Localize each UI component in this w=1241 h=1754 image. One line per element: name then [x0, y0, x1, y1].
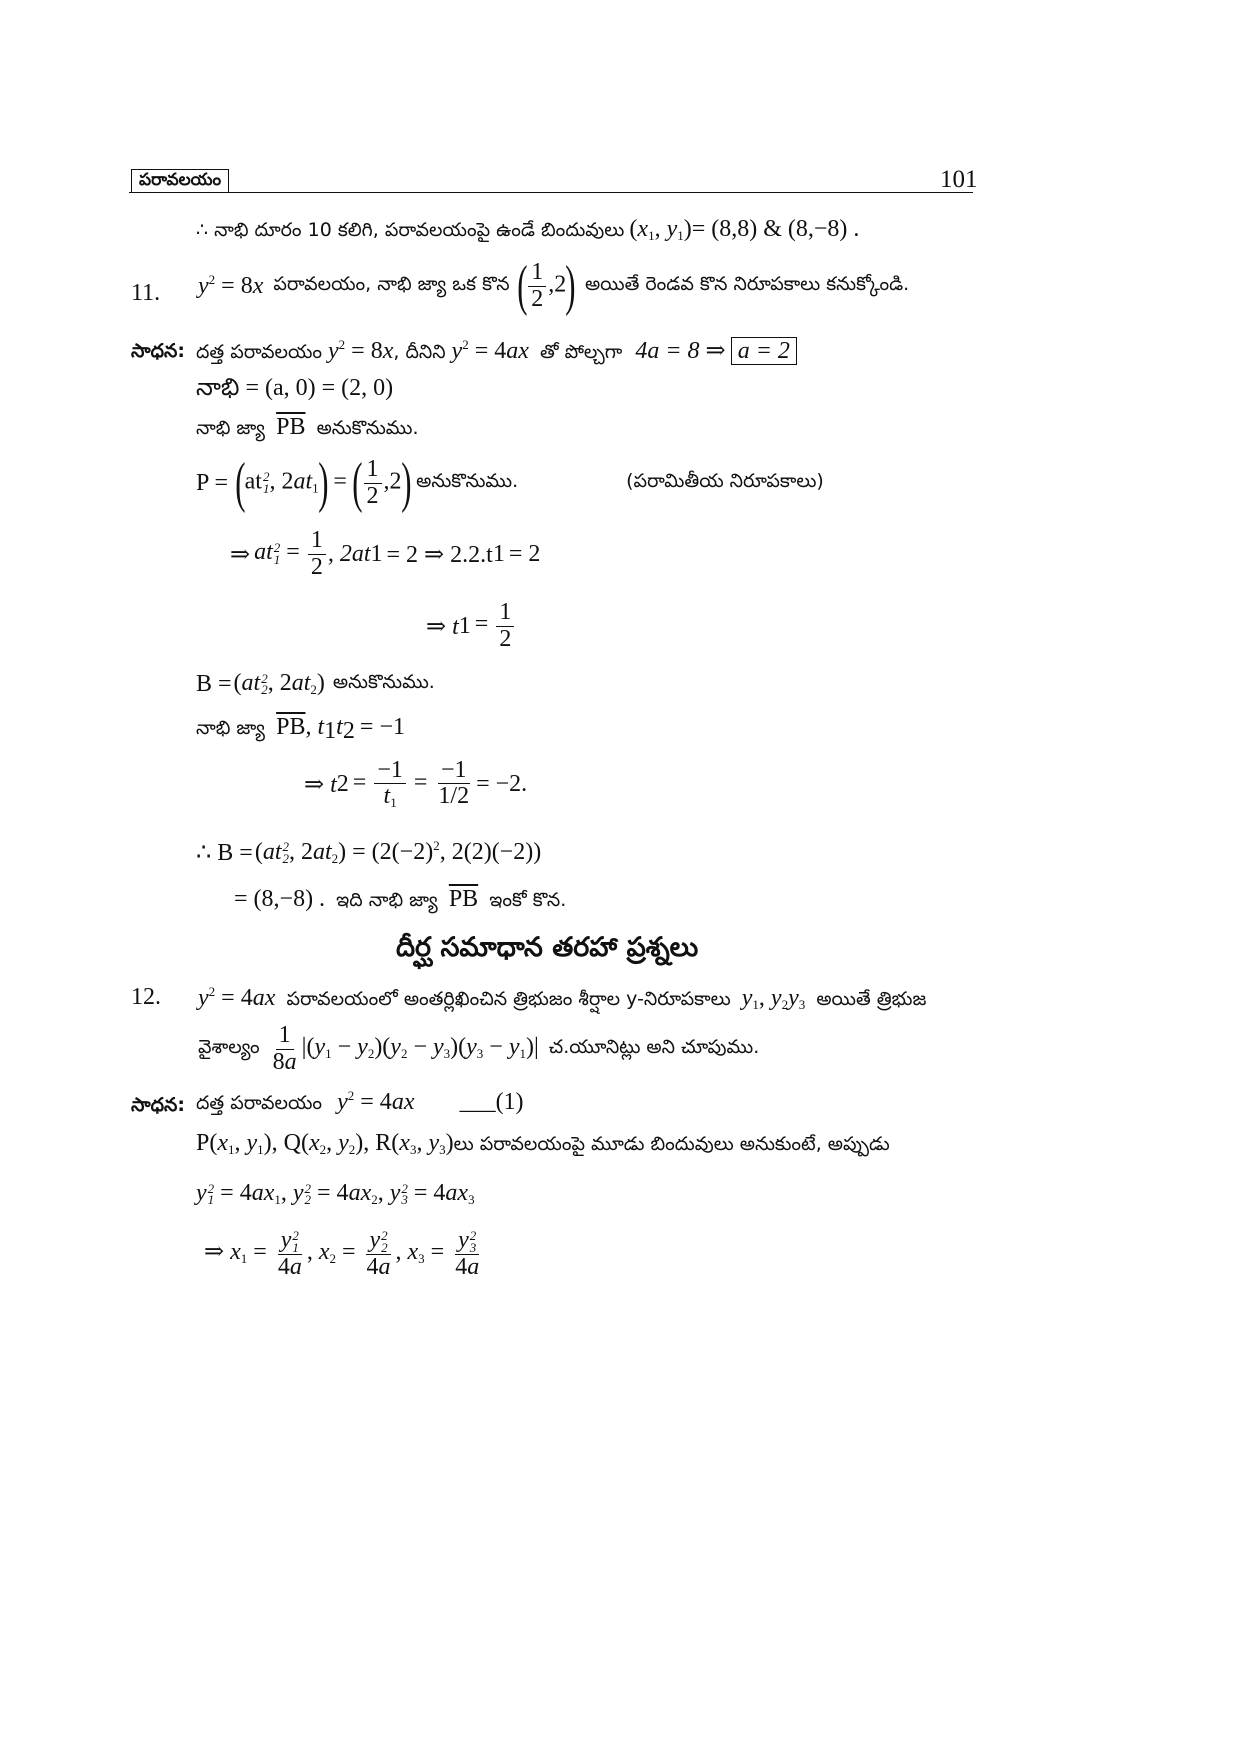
q12-text-c: వైశాల్యం	[198, 1035, 260, 1058]
q11-point: ( $\frac{1}{2}$ ,2)	[516, 255, 576, 317]
q12-text-a: పరావలయంలో అంతర్లిఖించిన త్రిభుజం శీర్షాల y-నిరూపకాలు	[286, 988, 731, 1010]
sol11-l4-b: అనుకొనుము.	[416, 469, 519, 492]
q12-vars: $y_1$, $y_2y_3$	[741, 985, 806, 1012]
intro-line	[196, 216, 859, 246]
sol11-l6: ⇒ t	[426, 613, 459, 640]
sol11-b-expr: (at 2 2 , $2at_2$)	[233, 670, 325, 698]
q12-eq: $y^2 = 4ax$	[198, 984, 276, 1011]
q11-line	[198, 256, 909, 316]
sol11-l9-eq: = $\frac{-1}{t_1}$ = $\frac{-1}{1/2}$	[352, 757, 470, 811]
sol11-l5-sub1: 1	[370, 540, 383, 567]
sol11-l4-a: P =	[196, 469, 228, 496]
sol12-eq: $y^2 = 4ax$	[337, 1088, 415, 1115]
header-rule	[129, 192, 973, 193]
sol11-l7-a: B =	[196, 670, 232, 697]
sol11-l5-a: ⇒	[230, 541, 251, 568]
q11-text-b: అయితే రెండవ కొన నిరూపకాలు కనుక్కోండి.	[584, 272, 910, 295]
q12-line1	[198, 984, 926, 1015]
sol11-l5-d: = 2	[508, 540, 541, 567]
sol12-eqs: y 2 1 = $4ax_1$, y 2 2 = $4ax_2$, y 2 3 = $4ax_3$	[196, 1180, 475, 1208]
sol11-l10-expr: (at 2 2 , $2at_2) = (2(-2)^2$, 2(2)(−2))	[254, 837, 542, 866]
sol11-line10	[196, 830, 541, 874]
sol11-line11	[234, 886, 566, 916]
sol11-l6-sub: 1	[458, 612, 471, 639]
sol11-focus: నాభి = (a, 0) = (2, 0)	[196, 375, 394, 401]
q11-eq: $y^2 = 8x$	[198, 272, 264, 299]
sol11-l3-a: నాభి జ్యా	[196, 417, 266, 439]
sol11-l11-b: ఇది నాభి జ్యా	[336, 889, 438, 911]
sol11-l5-eq: at 2 1 = $\frac{1}{2}$	[254, 528, 328, 579]
q12-number: 12.	[131, 984, 161, 1010]
sol11-l5-sub2: 1	[492, 540, 505, 567]
intro-point-var: ($x_1$, $y_1$)	[629, 216, 692, 243]
sol11-line5	[230, 524, 540, 584]
intro-points: = (8,8) & (8,−8) .	[691, 216, 860, 242]
sol11-chord-pb: $\overline{PB}$	[276, 414, 306, 440]
sol11-l7-b: అనుకొనుము.	[332, 670, 435, 693]
sol11-l1-c: తో పోల్చగా	[540, 341, 623, 363]
q11-number: 11.	[131, 280, 161, 306]
sol11-l8-c: = −1	[359, 714, 405, 740]
sol11-l8-pb: $\overline{PB}$	[276, 714, 306, 740]
sol11-l9-a: ⇒ t	[304, 771, 337, 798]
sol11-parabola: $y^2 = 8x$	[328, 337, 394, 364]
sol11-line3	[196, 414, 419, 444]
sol11-line8	[196, 714, 405, 745]
q11-text-a: పరావలయం, నాభి జ్యా ఒక కొన	[273, 272, 510, 295]
q12-area-expr: $\frac{1}{8a}$ $|(y_1 - y_2)(y_2 - y_3)(y_3 - y_1)|$	[272, 1022, 539, 1075]
q11-eq-value: = 8	[221, 273, 253, 299]
sol11-l8-b: , t	[305, 714, 325, 740]
sol11-line1	[196, 336, 797, 368]
sol12-line1	[196, 1088, 524, 1119]
sol11-l5-b: , 2at	[327, 540, 371, 567]
sol12-xs: ⇒ $x_1$ = y 2 1 4a , $x_2$ = y 2 2 4a , $x_3$ = y 2 3 4a	[204, 1227, 480, 1280]
sol11-line9	[304, 752, 527, 816]
sol11-line4	[196, 452, 824, 514]
intro-text: ∴ నాభి దూరం 10 కలిగి, పరావలయంపై ఉండే బిందువులు	[196, 219, 625, 241]
sol12-line2	[196, 1130, 890, 1160]
sol11-l8-t2: t	[336, 714, 343, 740]
sol11-l8-a: నాభి జ్యా	[196, 717, 266, 739]
sol11-l8-sub2: 2	[342, 718, 355, 744]
sol11-l4-note: (పరామితీయ నిరూపకాలు)	[626, 469, 824, 492]
sol11-l5-c: = 2 ⇒ 2.2.t	[386, 541, 493, 568]
sol11-l1-a: దత్త పరావలయం	[196, 341, 323, 363]
page-number: 101	[940, 166, 978, 193]
sol12-label: సాధన:	[131, 1094, 185, 1116]
sol11-line6	[426, 596, 516, 656]
q12-text-d: చ.యూనిట్లు అని చూపుము.	[548, 1035, 760, 1058]
sol11-standard: $y^2 = 4ax$	[451, 337, 529, 364]
q12-text-b: అయితే త్రిభుజ	[816, 988, 927, 1010]
sol11-l1-d: 4a = 8 ⇒	[635, 338, 726, 364]
sol11-l9-b: = −2.	[476, 770, 528, 797]
sol11-label: సాధన:	[131, 340, 185, 362]
chapter-title: పరావలయం	[139, 170, 222, 190]
sol12-l2-b: లు పరావలయంపై మూడు బిందువులు అనుకుంటే, అప్పుడు	[453, 1133, 890, 1155]
sol11-p-expr: (at 2 1 , $2at_1$) = ( $\frac{1}{2}$ ,2)	[235, 452, 411, 514]
sol12-line4	[204, 1222, 484, 1286]
sol12-eqno: ___(1)	[459, 1089, 524, 1115]
sol11-l11-c: ఇంకో కొన.	[489, 889, 567, 911]
sol12-line3	[196, 1180, 475, 1208]
sol11-line7	[196, 664, 435, 704]
sol12-points: $P(x_1$, $y_1$), $Q(x_2$, $y_2$), $R(x_3$, $y_3$)	[196, 1130, 454, 1157]
sol11-boxed-result: a = 2	[731, 337, 797, 365]
q12-line2	[198, 1020, 759, 1078]
sol11-l6-eq: = $\frac{1}{2}$	[475, 600, 517, 651]
sol11-l9-sub: 2	[336, 770, 349, 797]
section-title: దీర్ఘ సమాధాన తరహా ప్రశ్నలు	[396, 932, 699, 963]
sol11-l3-b: అనుకొనుము.	[316, 417, 419, 439]
sol11-l11-pb: $\overline{PB}$	[448, 886, 479, 912]
sol11-l10: ∴ B =	[196, 839, 253, 866]
sol11-l8-sub1: 1	[324, 718, 337, 744]
sol11-l1-b: , దీనిని	[393, 341, 446, 363]
sol12-l1: దత్త పరావలయం	[196, 1092, 323, 1114]
sol11-l11-a: = (8,−8) .	[234, 886, 326, 912]
